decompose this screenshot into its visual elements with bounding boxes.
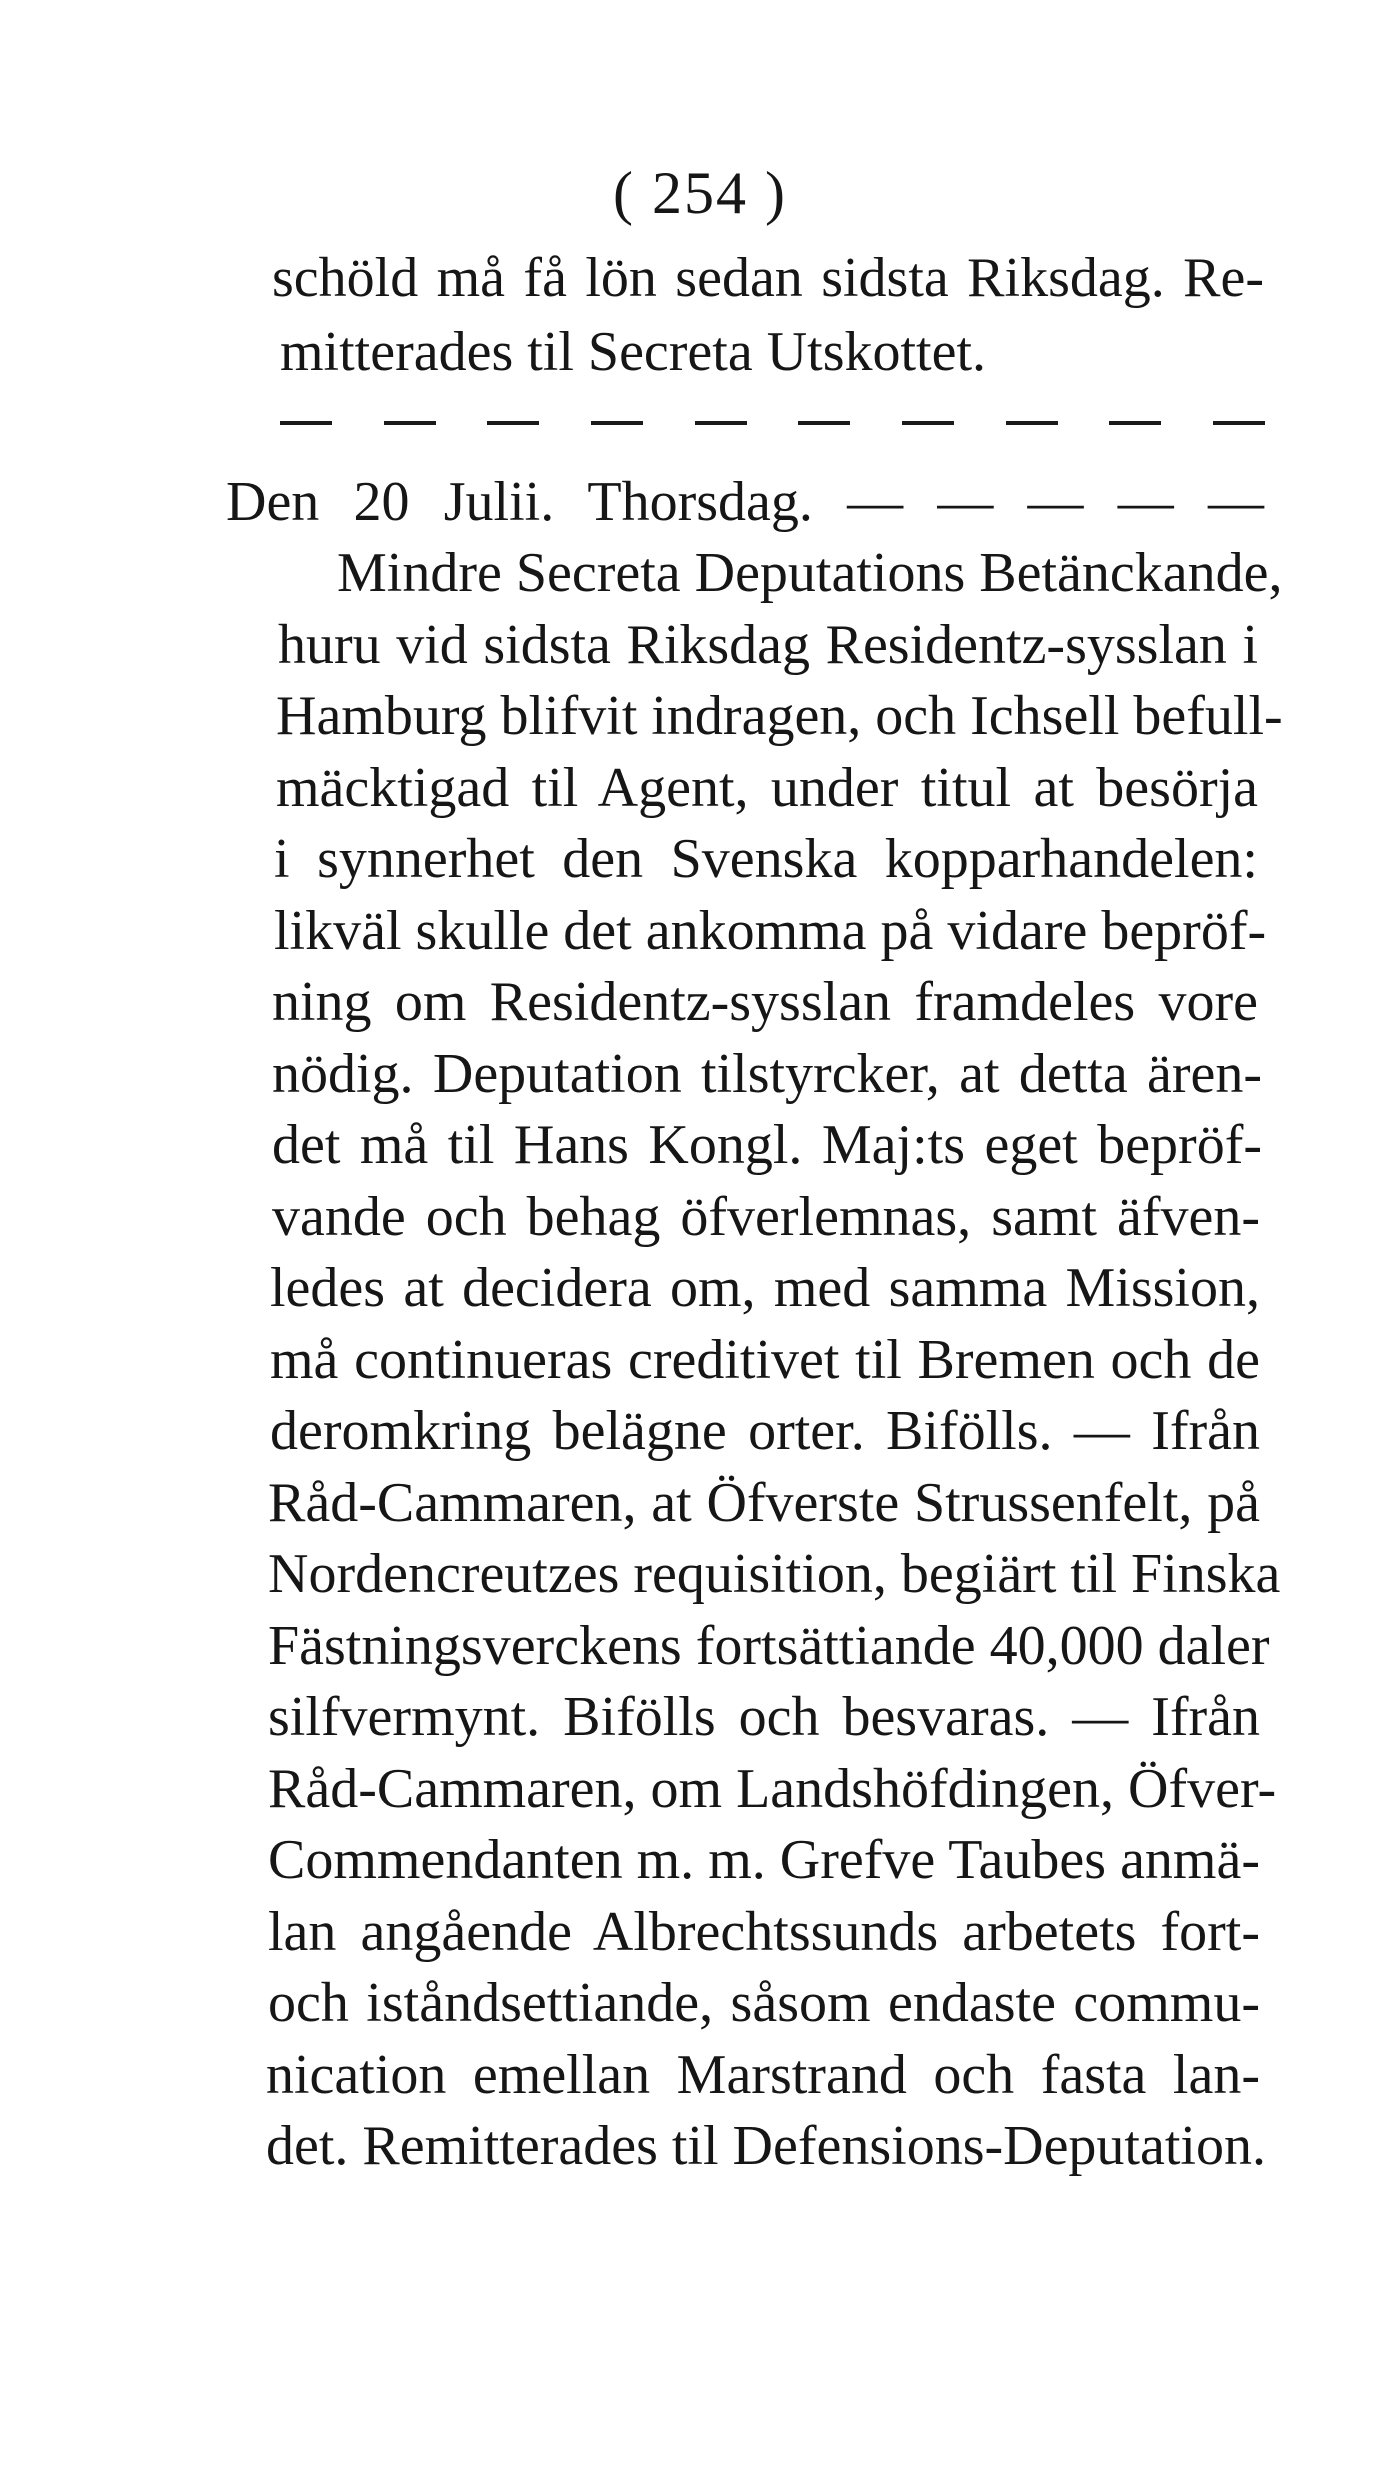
text-line-19: Fästningsverckens fortsättiande 40,000 daler	[268, 1615, 1270, 1677]
text-line-15: må continueras creditivet til Bremen och de	[270, 1329, 1260, 1391]
text-line-1: schöld må få lön sedan sidsta Riksdag. Re-	[272, 247, 1264, 309]
text-line-4: Mindre Secreta Deputations Betänckande,	[337, 542, 1283, 604]
text-line-25: nication emellan Marstrand och fasta lan-	[266, 2044, 1260, 2106]
text-line-17: Råd-Cammaren, at Öfverste Strussenfelt, på	[268, 1472, 1260, 1534]
text-line-6: Hamburg blifvit indragen, och Ichsell befull-	[276, 685, 1283, 747]
text-line-3: Den 20 Julii. Thorsdag. — — — — —	[226, 471, 1264, 533]
text-line-22: Commendanten m. m. Grefve Taubes anmä-	[268, 1829, 1260, 1891]
page-number: ( 254 )	[613, 160, 787, 226]
text-line-7: mäcktigad til Agent, under titul at besörja	[276, 757, 1258, 819]
section-separator-dashes	[280, 418, 1265, 428]
text-line-21: Råd-Cammaren, om Landshöfdingen, Öfver-	[268, 1758, 1277, 1820]
text-line-24: och iståndsettiande, såsom endaste commu-	[268, 1972, 1260, 2034]
text-line-2: mitterades til Secreta Utskottet.	[280, 321, 987, 383]
text-line-12: det må til Hans Kongl. Maj:ts eget bepröf-	[272, 1114, 1262, 1176]
text-line-18: Nordencreutzes requisition, begiärt til Finska	[268, 1543, 1281, 1605]
text-line-8: i synnerhet den Svenska kopparhandelen:	[274, 828, 1258, 890]
text-line-5: huru vid sidsta Riksdag Residentz-sysslan i	[278, 614, 1258, 676]
text-line-14: ledes at decidera om, med samma Mission,	[270, 1257, 1260, 1319]
text-line-10: ning om Residentz-sysslan framdeles vore	[272, 971, 1258, 1033]
text-line-11: nödig. Deputation tilstyrcker, at detta ären-	[272, 1043, 1262, 1105]
text-line-20: silfvermynt. Bifölls och besvaras. — Ifrån	[268, 1686, 1260, 1748]
text-line-16: deromkring belägne orter. Bifölls. — Ifrån	[270, 1400, 1260, 1462]
text-line-26: det. Remitterades til Defensions-Deputation.	[266, 2115, 1266, 2177]
text-line-13: vande och behag öfverlemnas, samt äfven-	[272, 1186, 1260, 1248]
text-line-23: lan angående Albrechtssunds arbetets fort-	[268, 1901, 1260, 1963]
text-line-9: likväl skulle det ankomma på vidare bepröf-	[274, 900, 1267, 962]
